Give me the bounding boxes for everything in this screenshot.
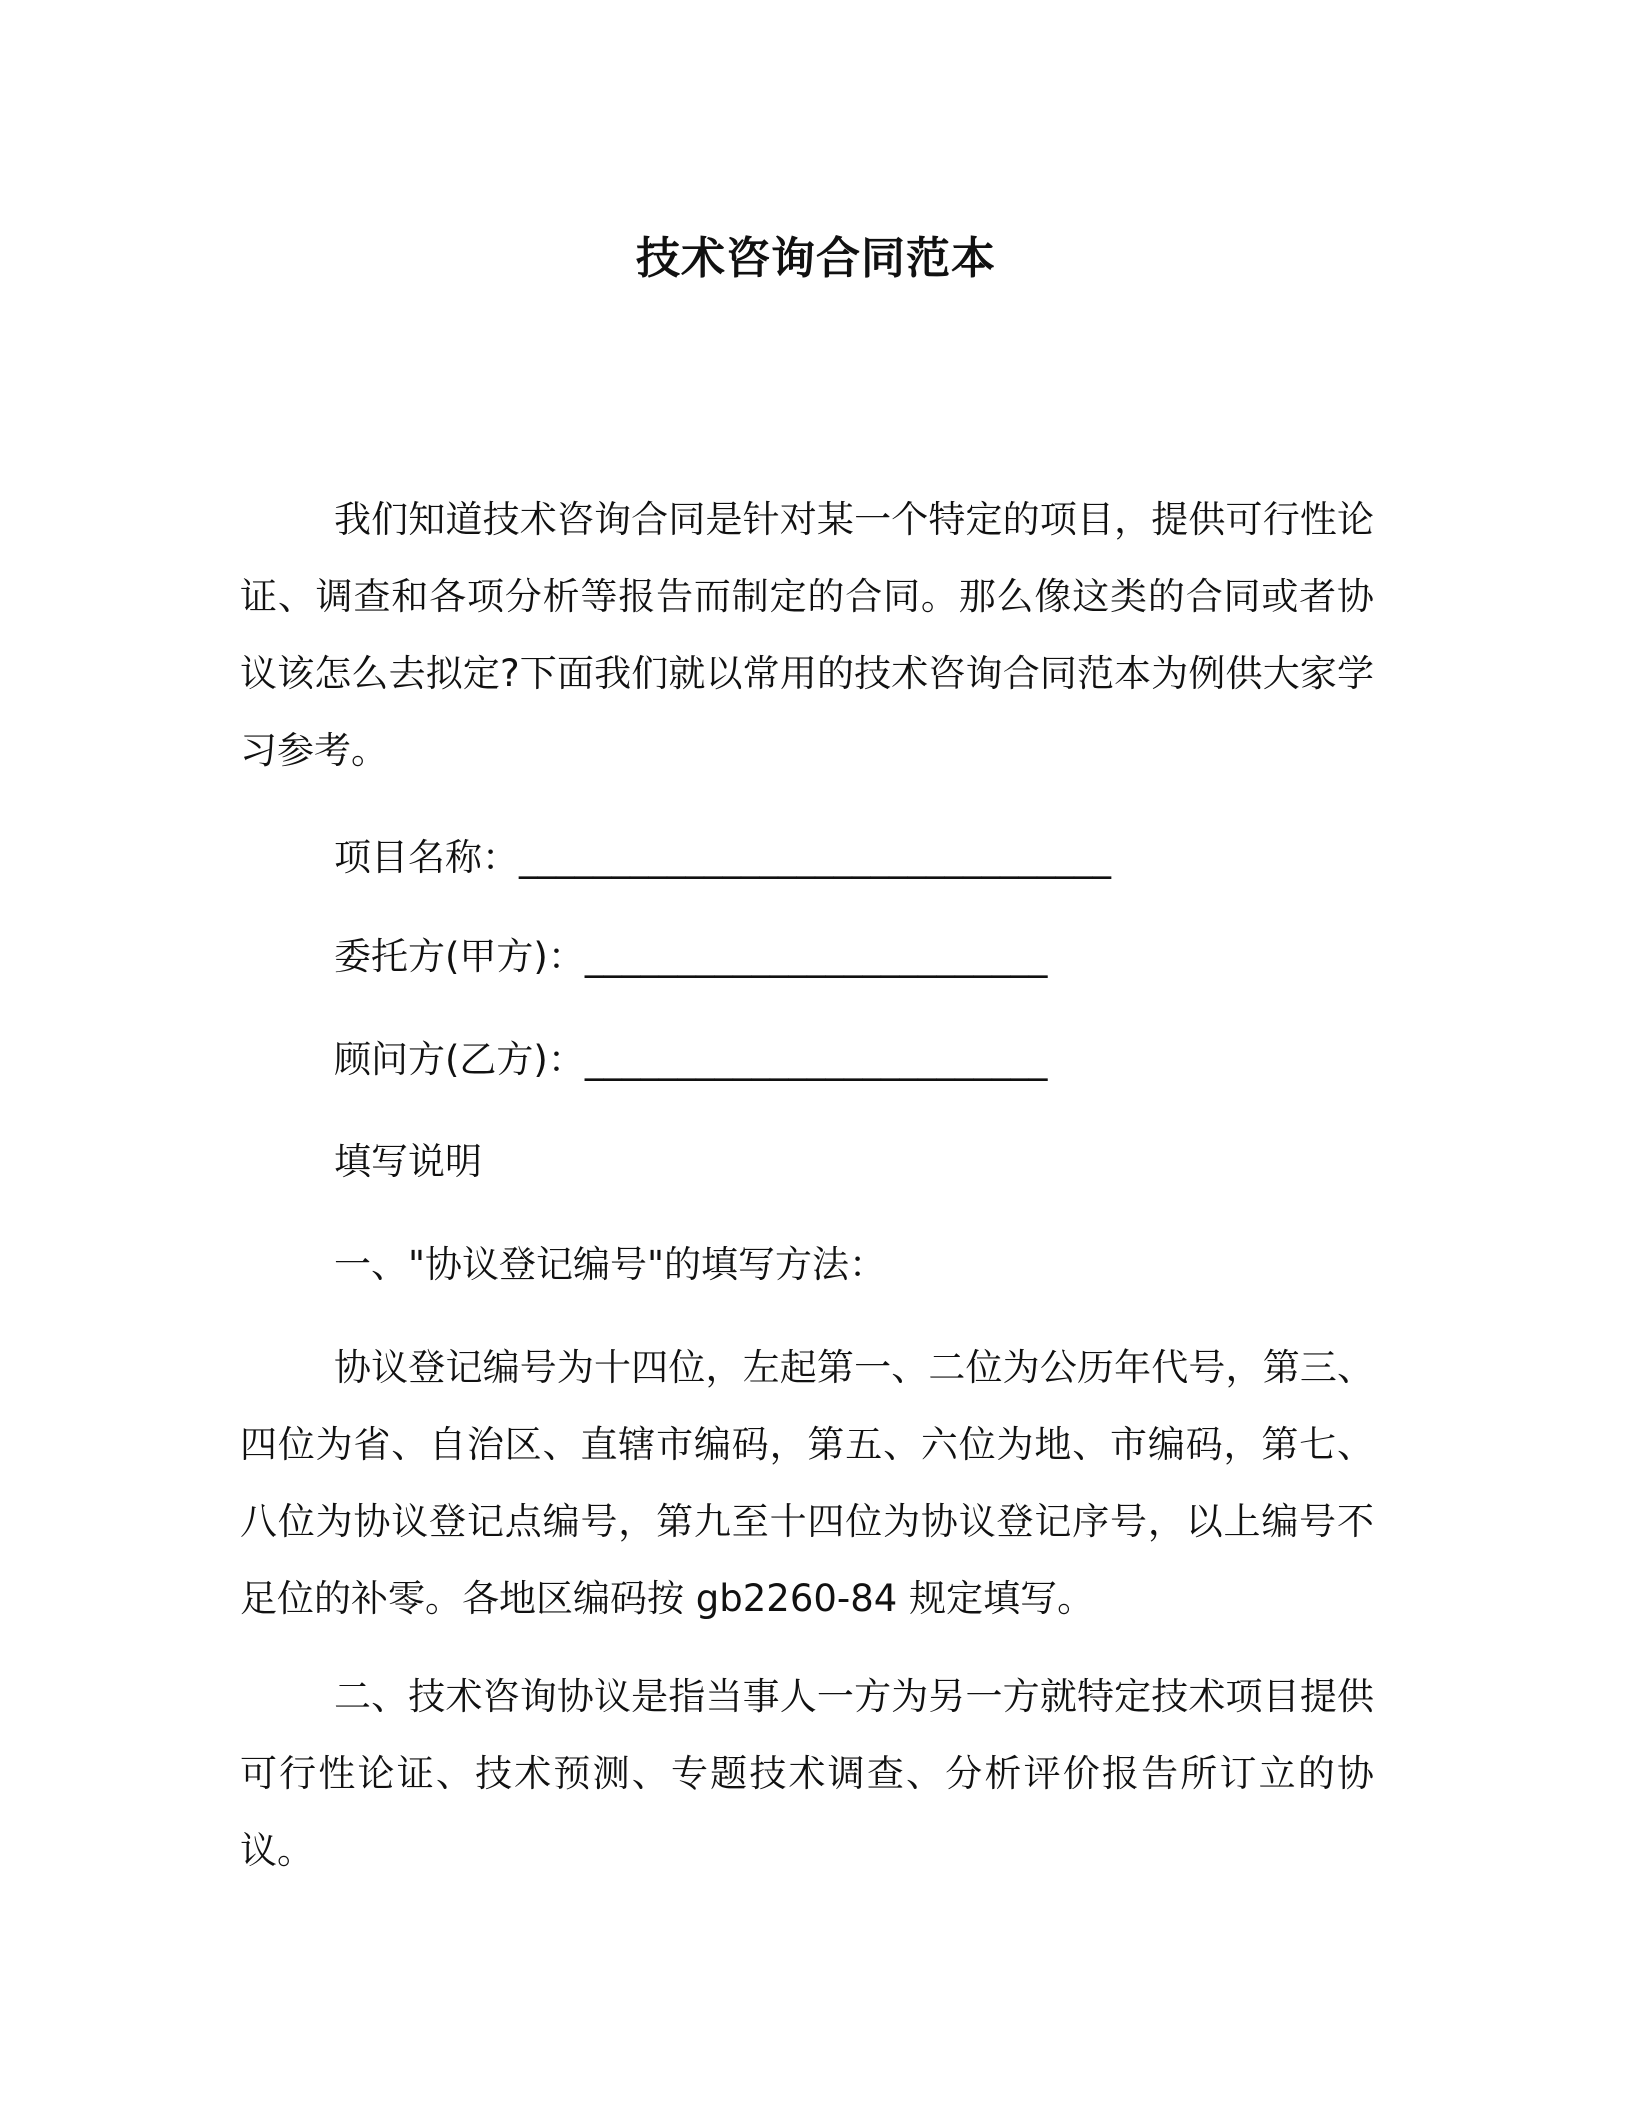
instructions-heading: 填写说明 <box>334 1140 482 1183</box>
section-one-heading: 一、"协议登记编号"的填写方法： <box>334 1243 887 1286</box>
consultant-field: 顾问方(乙方)：_________________________ <box>334 1038 1048 1081</box>
document-title: 技术咨询合同范本 <box>636 233 996 284</box>
project-name-field: 项目名称：________________________________ <box>334 836 1111 879</box>
section-one-body: 协议登记编号为十四位，左起第一、二位为公历年代号，第三、四位为省、自治区、直辖市编码，第五、六位为地、市编码，第七、八位为协议登记点编号，第九至十四位为协议登记序号，以上编号不足位的补零。各地区编码按 gb2260-84 规定填写。 <box>240 1346 1374 1620</box>
intro-paragraph: 我们知道技术咨询合同是针对某一个特定的项目，提供可行性论证、调查和各项分析等报告而制定的合同。那么像这类的合同或者协议该怎么去拟定?下面我们就以常用的技术咨询合同范本为例供大家学习参考。 <box>240 498 1374 772</box>
client-field: 委托方(甲方)：_________________________ <box>334 935 1048 978</box>
section-two-body: 二、技术咨询协议是指当事人一方为另一方就特定技术项目提供可行性论证、技术预测、专题技术调查、分析评价报告所订立的协议。 <box>240 1675 1374 1872</box>
